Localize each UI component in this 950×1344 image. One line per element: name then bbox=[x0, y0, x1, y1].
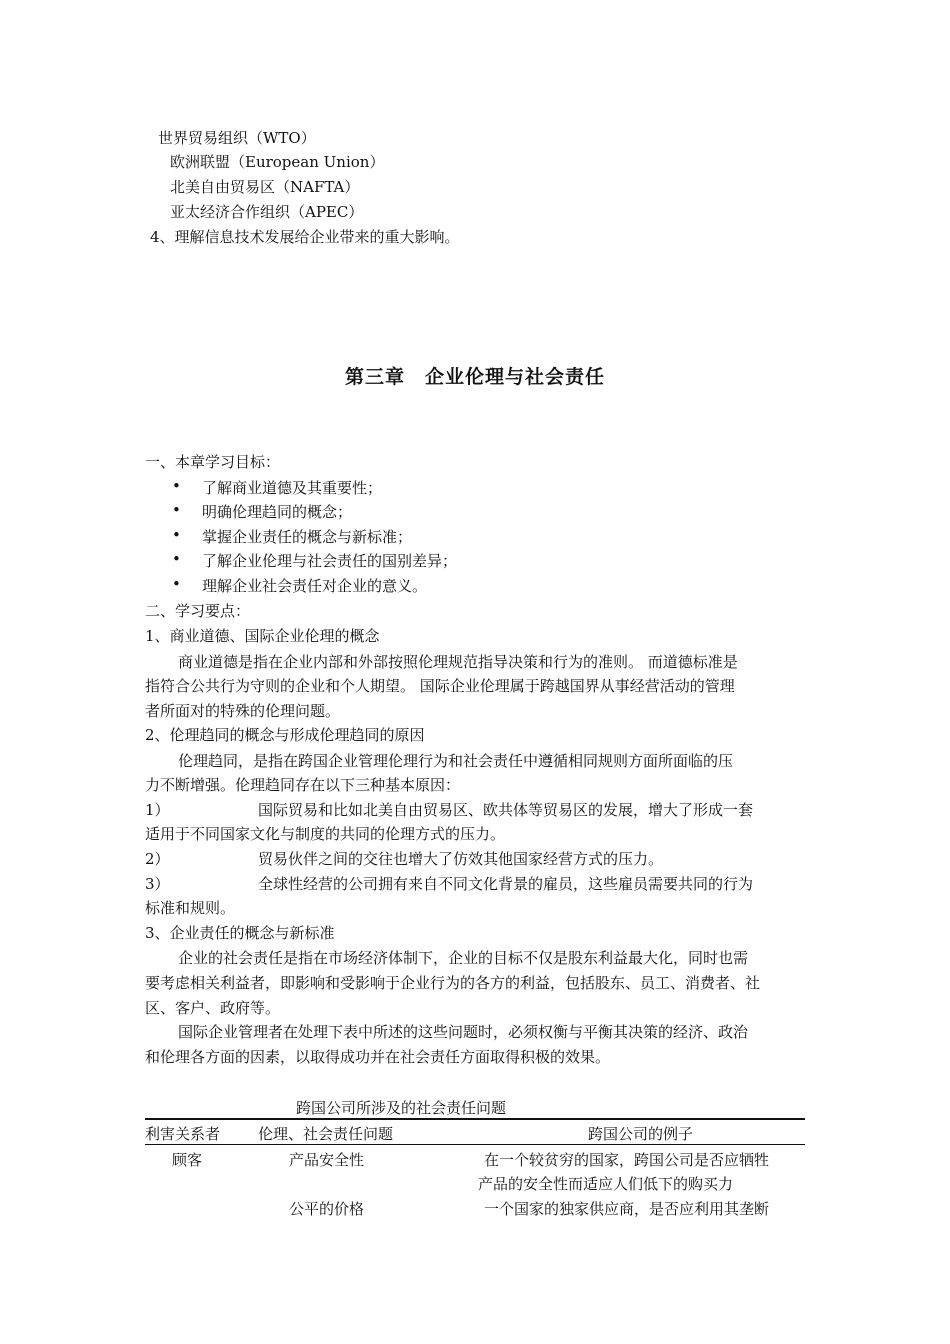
table-header-rule bbox=[145, 1144, 805, 1145]
table-cell-example: 在一个较贫穷的国家，跨国公司是否应牺牲 bbox=[484, 1151, 770, 1169]
section-3-para-line: 要考虑相关利益者，即影响和受影响于企业行为的各方的利益，包括股东、员工、消费者、社 bbox=[145, 974, 761, 992]
item-4: 4、理解信息技术发展给企业带来的重大影响。 bbox=[150, 228, 460, 246]
table-cell-example: 一个国家的独家供应商，是否应利用其垄断 bbox=[484, 1200, 770, 1218]
bullet-icon: • bbox=[172, 550, 181, 568]
section-2-para-line: 力不断增强。伦理趋同存在以下三种基本原因： bbox=[145, 776, 461, 794]
section-1-para-line: 者所面对的特殊的伦理问题。 bbox=[145, 702, 341, 720]
table-header-issue: 伦理、社会责任问题 bbox=[258, 1125, 394, 1143]
bullet-icon: • bbox=[172, 526, 181, 544]
objective-item: 理解企业社会责任对企业的意义。 bbox=[202, 577, 428, 595]
section-3-para-line: 企业的社会责任是指在市场经济体制下，企业的目标不仅是股东利益最大化，同时也需 bbox=[178, 949, 749, 967]
chapter-title: 第三章 企业伦理与社会责任 bbox=[344, 366, 605, 388]
table-header-example: 跨国公司的例子 bbox=[588, 1125, 694, 1143]
reason-text: 国际贸易和比如北美自由贸易区、欧共体等贸易区的发展，增大了形成一套 bbox=[258, 801, 754, 819]
org-eu: 欧洲联盟（European Union） bbox=[170, 153, 385, 171]
keypoints-heading: 二、学习要点： bbox=[145, 602, 251, 620]
table-cell-stakeholder: 顾客 bbox=[172, 1151, 203, 1169]
table-caption: 跨国公司所涉及的社会责任问题 bbox=[296, 1099, 507, 1117]
reason-number: 3） bbox=[145, 875, 170, 893]
org-apec: 亚太经济合作组织（APEC） bbox=[170, 203, 364, 221]
reason-text: 标准和规则。 bbox=[145, 899, 236, 917]
bullet-icon: • bbox=[172, 575, 181, 593]
bullet-icon: • bbox=[172, 501, 181, 519]
reason-text: 全球性经营的公司拥有来自不同文化背景的雇员，这些雇员需要共同的行为 bbox=[258, 875, 754, 893]
objective-item: 了解商业道德及其重要性； bbox=[202, 479, 383, 497]
bullet-icon: • bbox=[172, 477, 181, 495]
section-3-para-line: 区、客户、政府等。 bbox=[145, 999, 281, 1017]
objective-item: 掌握企业责任的概念与新标准； bbox=[202, 528, 413, 546]
table-cell-issue: 公平的价格 bbox=[289, 1200, 365, 1218]
section-2-para-line: 伦理趋同，是指在跨国企业管理伦理行为和社会责任中遵循相同规则方面所面临的压 bbox=[178, 752, 734, 770]
section-1-para-line: 指符合公共行为守则的企业和个人期望。 国际企业伦理属于跨越国界从事经营活动的管理 bbox=[145, 677, 735, 695]
table-cell-example: 产品的安全性而适应人们低下的购买力 bbox=[478, 1175, 734, 1193]
reason-text: 适用于不同国家文化与制度的共同的伦理方式的压力。 bbox=[145, 825, 506, 843]
reason-text: 贸易伙伴之间的交往也增大了仿效其他国家经营方式的压力。 bbox=[258, 850, 664, 868]
section-1-para-line: 商业道德是指在企业内部和外部按照伦理规范指导决策和行为的准则。 而道德标准是 bbox=[178, 653, 738, 671]
section-3-title: 3、企业责任的概念与新标准 bbox=[145, 924, 335, 942]
reason-number: 2） bbox=[145, 850, 170, 868]
org-nafta: 北美自由贸易区（NAFTA） bbox=[170, 178, 360, 196]
table-top-rule bbox=[145, 1118, 805, 1120]
org-wto: 世界贸易组织（WTO） bbox=[158, 129, 316, 147]
section-1-title: 1、商业道德、国际企业伦理的概念 bbox=[145, 627, 380, 645]
reason-number: 1） bbox=[145, 801, 170, 819]
section-3-para-line: 国际企业管理者在处理下表中所述的这些问题时，必须权衡与平衡其决策的经济、政治 bbox=[178, 1023, 749, 1041]
section-2-title: 2、伦理趋同的概念与形成伦理趋同的原因 bbox=[145, 726, 425, 744]
objectives-heading: 一、本章学习目标： bbox=[145, 453, 281, 471]
objective-item: 明确伦理趋同的概念； bbox=[202, 503, 353, 521]
table-header-stakeholder: 利害关系者 bbox=[145, 1125, 221, 1143]
table-cell-issue: 产品安全性 bbox=[289, 1151, 365, 1169]
section-3-para-line: 和伦理各方面的因素，以取得成功并在社会责任方面取得积极的效果。 bbox=[145, 1048, 611, 1066]
objective-item: 了解企业伦理与社会责任的国别差异； bbox=[202, 552, 458, 570]
